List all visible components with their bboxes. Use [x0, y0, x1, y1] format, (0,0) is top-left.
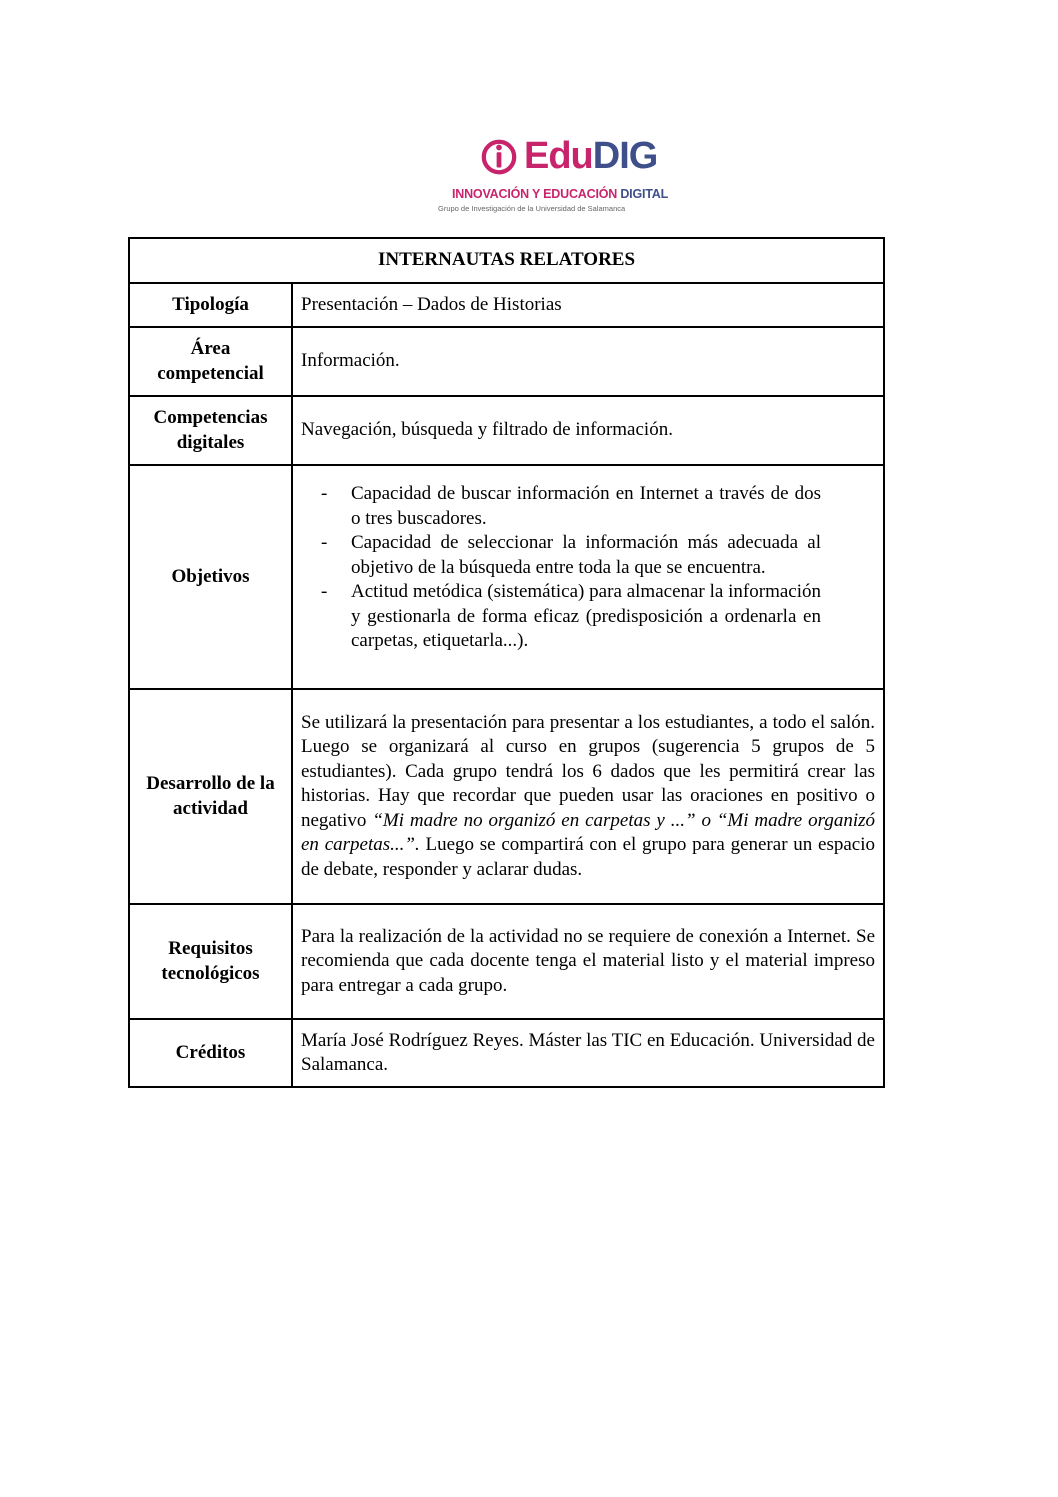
objetivo-item: - Capacidad de seleccionar la información más adecuada al objetivo de la búsqueda entre toda la que se encuentra. — [321, 531, 821, 580]
row-competencias — [129, 396, 884, 465]
label-creditos: Créditos — [129, 1019, 292, 1087]
label-requisitos — [129, 904, 292, 1019]
label-competencias — [129, 396, 292, 465]
logo-name-edu: Edu — [524, 135, 593, 177]
label-requisitos-line1: Requisitos — [168, 938, 253, 959]
label-desarrollo-line2: actividad — [173, 797, 248, 819]
value-area: Información. — [292, 327, 884, 396]
row-objetivos — [129, 465, 884, 689]
label-competencias-line1: Competencias — [153, 407, 268, 428]
row-tipologia — [129, 283, 884, 327]
logo-name-dig: DIG — [592, 135, 658, 177]
label-area — [129, 327, 292, 396]
value-competencias: Navegación, búsqueda y filtrado de información. — [292, 396, 884, 465]
label-area-line2: competencial — [157, 362, 264, 384]
activity-sheet-table — [128, 237, 885, 1088]
label-competencias-line2: digitales — [176, 431, 245, 453]
objetivo-item: - Actitud metódica (sistemática) para almacenar la información y gestionarla de forma eficaz (predisposición a ordenarla en carpetas, etiquetarla...). — [321, 580, 821, 654]
logo-tagline — [452, 187, 668, 201]
label-desarrollo-line1: Desarrollo de la — [146, 773, 275, 794]
value-requisitos: Para la realización de la actividad no se requiere de conexión a Internet. Se recomienda que cada docente tenga el material listo y el material impreso para entregar a cada grupo. — [292, 904, 884, 1019]
label-desarrollo — [129, 689, 292, 904]
label-requisitos-line2: tecnológicos — [161, 962, 260, 984]
objetivo-item: - Capacidad de buscar información en Internet a través de dos o tres buscadores. — [321, 482, 821, 531]
logo-wordmark — [524, 134, 657, 178]
title-row — [129, 238, 884, 283]
desarrollo-text-before: Se utilizará la presentación para presentar a los estudiantes, a todo el salón. Luego se organizará al curso en grupos (sugerencia 5 grupos de 5 estudiantes). Cada grupo tendrá los 6 dados que les permitirá crear las historias. Hay que recordar que pueden usar las oraciones en positivo o negativo — [301, 711, 875, 831]
label-objetivos: Objetivos — [129, 465, 292, 689]
desarrollo-text-after: Luego se compartirá con el grupo para generar un espacio de debate, responder y aclarar dudas. — [301, 834, 876, 880]
value-objetivos — [292, 465, 884, 689]
row-creditos — [129, 1019, 884, 1087]
value-tipologia: Presentación – Dados de Historias — [292, 283, 884, 327]
label-tipologia: Tipología — [129, 283, 292, 327]
objetivos-list — [301, 482, 875, 654]
sheet-title: INTERNAUTAS RELATORES — [129, 238, 884, 283]
info-circle-icon — [480, 138, 518, 176]
logo-tagline-part2: DIGITAL — [620, 187, 669, 201]
label-area-line1: Área — [190, 338, 231, 359]
logo-tagline-part1: INNOVACIÓN Y EDUCACIÓN — [452, 187, 618, 201]
value-creditos: María José Rodríguez Reyes. Máster las TIC en Educación. Universidad de Salamanca. — [292, 1019, 884, 1087]
logo-subtitle: Grupo de Investigación de la Universidad de Salamanca — [438, 204, 626, 213]
edudig-logo — [436, 134, 669, 218]
desarrollo-text-italic: “Mi madre no organizó en carpetas y ...” o “Mi madre organizó en carpetas...”. — [301, 809, 875, 856]
row-desarrollo — [129, 689, 884, 904]
row-requisitos — [129, 904, 884, 1019]
row-area — [129, 327, 884, 396]
value-desarrollo — [292, 689, 884, 904]
